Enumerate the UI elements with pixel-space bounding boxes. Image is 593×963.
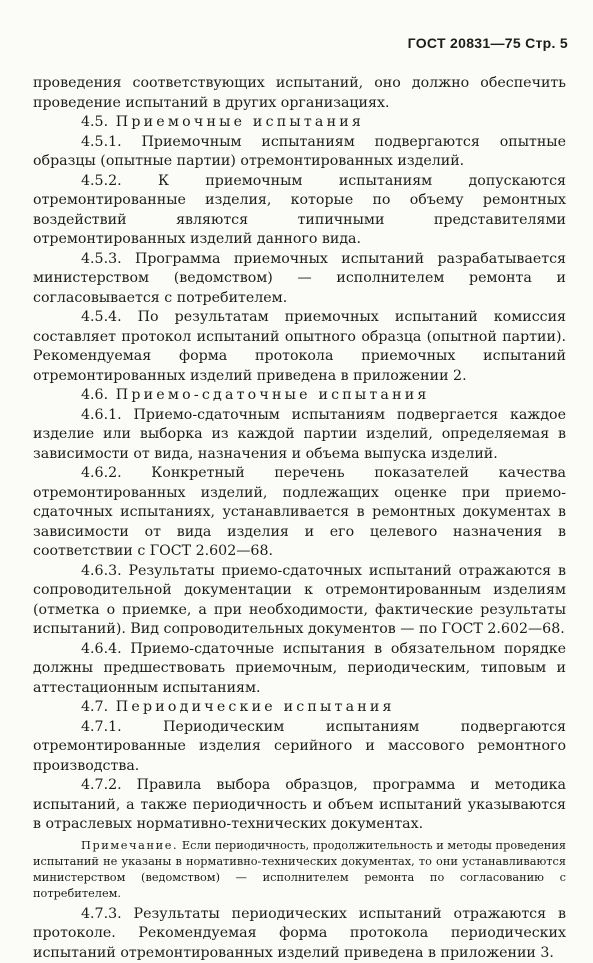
page-header: ГОСТ 20831—75 Стр. 5 [408,35,568,51]
paragraph-4-6-3: 4.6.3. Результаты приемо-сдаточных испытаний отражаются в сопроводительной документации к отремонтированным изделиям (отметка о приемке, а при необходимости, фактические результаты испытаний). Вид сопроводительных документов — по ГОСТ 2.602—68. [33,562,566,640]
paragraph-4-5-1: 4.5.1. Приемочным испытаниям подвергаются опытные образцы (опытные партии) отремонтированных изделий. [33,133,566,172]
paragraph-continuation: проведения соответствующих испытаний, оно должно обеспечить проведение испытаний в других организациях. [33,74,566,113]
paragraph-4-5-4: 4.5.4. По результатам приемочных испытаний комиссия составляет протокол испытаний опытного образца (опытной партии). Рекомендуемая форма протокола приемочных испытаний отремонтированных изделий приведена в приложении 2. [33,308,566,386]
paragraph-4-5-2: 4.5.2. К приемочным испытаниям допускаются отремонтированные изделия, которые по объему ремонтных воздействий являются типичными представителями отремонтированных изделий данного вида. [33,172,566,250]
paragraph-4-5-3: 4.5.3. Программа приемочных испытаний разрабатывается министерством (ведомством) — исполнителем ремонта и согласовывается с потребителем. [33,250,566,309]
section-heading-4-6: 4.6. Приемо-сдаточные испытания [33,386,566,406]
paragraph-4-7-1: 4.7.1. Периодическим испытаниям подвергаются отремонтированные изделия серийного и массового ремонтного производства. [33,718,566,777]
paragraph-4-6-2: 4.6.2. Конкретный перечень показателей качества отремонтированных изделий, подлежащих оценке при приемо-сдаточных испытаниях, устанавливается в ремонтных документах в зависимости от вида изделия и его целевого назначения в соответствии с ГОСТ 2.602—68. [33,464,566,562]
document-body [33,74,566,963]
paragraph-4-7-2: 4.7.2. Правила выбора образцов, программа и методика испытаний, а также периодичность и объем испытаний указываются в отраслевых нормативно-технических документах. [33,776,566,835]
note-paragraph [33,838,566,902]
paragraph-4-6-1: 4.6.1. Приемо-сдаточным испытаниям подвергается каждое изделие или выборка из каждой партии изделий, определяемая в зависимости от вида, назначения и объема выпуска изделий. [33,406,566,465]
section-heading-4-7: 4.7. Периодические испытания [33,698,566,718]
paragraph-4-7-3: 4.7.3. Результаты периодических испытаний отражаются в протоколе. Рекомендуемая форма протокола периодических испытаний отремонтированных изделий приведена в приложении 3. [33,905,566,963]
note-text: Если периодичность, продолжительность и методы проведения испытаний не указаны в нормативно-технических документах, то они устанавливаются министерством (ведомством) — исполнителем ремонта по согласованию с потребителем. [33,839,566,900]
note-label: Примечание. [81,839,178,852]
paragraph-4-6-4: 4.6.4. Приемо-сдаточные испытания в обязательном порядке должны предшествовать приемочным, периодическим, типовым и аттестационным испытаниям. [33,640,566,699]
section-heading-4-5: 4.5. Приемочные испытания [33,113,566,133]
